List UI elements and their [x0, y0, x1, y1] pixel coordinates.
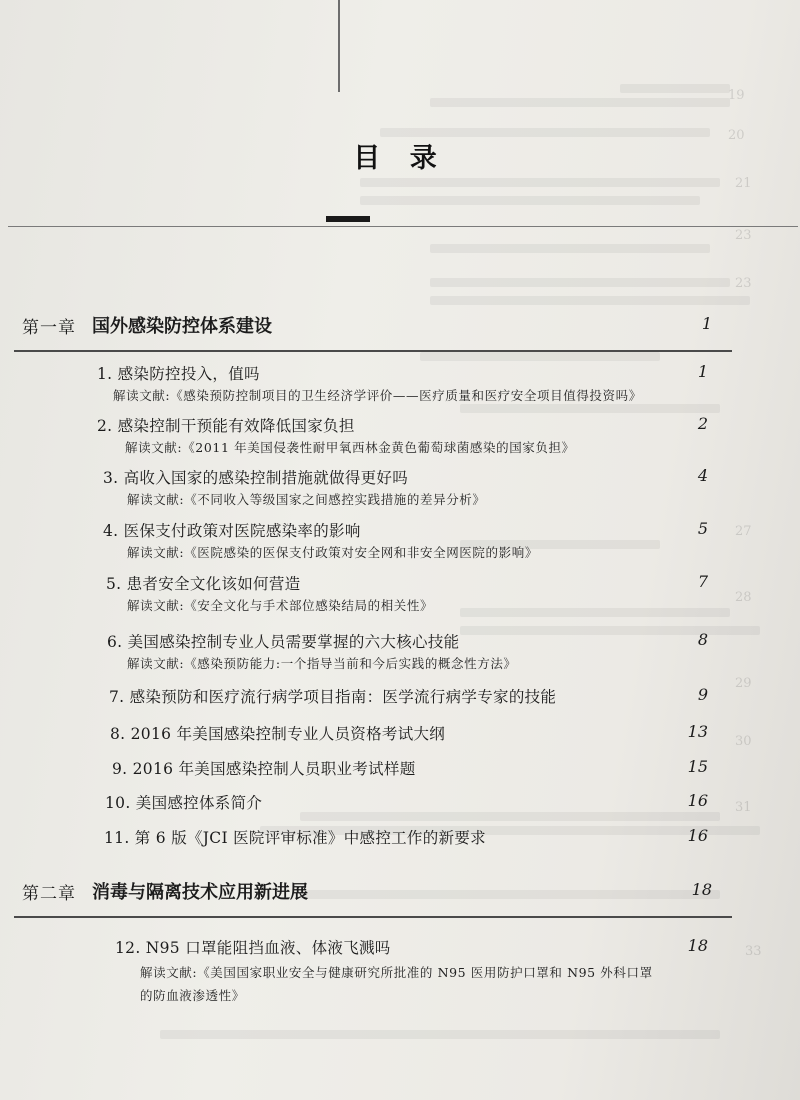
book-page: 19 20 21 23 23 27 28 29 30 31 33 目 录 第一章 国外感染防控体系建设 1 1. 感染防控投入，值吗 1 解读文献:《感染预防控制项目的卫生经济学评价——医疗质量和医疗安全项目值得投资吗》 2. 感染控制干预能有效降低国家负担 2 解读文献:《2011 年美国侵袭性耐甲氧西林金黄色葡萄球菌感染的国家负担》 3. 高收入国家的感染控制措施就做得更好吗 4 解读文献:《不同收入等级国家之间感控实践措施的差异分析》 4. 医保支付政策对医院感染率的影响 5 解读文献:《医院感染的医保支付政策对安全网和非安全网医院的影响》 5. 患者安全文化该如何营造 7 解读文献:《安全文化与手术部位感染结局的相关性》 6. 美国感染控制专业人员需要掌握的六大核心技能 8 解读文献:《感染预防能力:一个指导当前和今后实践的概念性方法》 7. 感染预防和医疗流行病学项目指南：医学流行病学专家的技能 9 8. 2016 年美国感染控制专业人员资格考试大纲 13 9. 2016 年美国感染控制人员职业考试样题 15 10. 美国感控体系简介 16 11. 第 6 版《JCI 医院评审标准》中感控工作的新要求 16 第二章 消毒与隔离技术应用新进展 18 12. N95 口罩能阻挡血液、体液飞溅吗 18 解读文献:《美国国家职业安全与健康研究所批准的 N95 医用防护口罩和 N95 外科口罩 的防血液渗透性》	[0, 0, 800, 1100]
toc-entry-note: 解读文献:《2011 年美国侵袭性耐甲氧西林金黄色葡萄球菌感染的国家负担》	[125, 440, 575, 455]
chapter-label: 第一章	[22, 318, 76, 338]
toc-entry-page: 16	[687, 791, 708, 810]
chapter-heading-2	[14, 876, 732, 918]
toc-entry-note-continued: 的防血液渗透性》	[140, 988, 245, 1003]
title-underline-bar	[326, 216, 370, 222]
toc-entry-title: 3. 高收入国家的感染控制措施就做得更好吗	[103, 469, 409, 487]
toc-entry-title: 5. 患者安全文化该如何营造	[106, 575, 301, 593]
toc-entry-note: 解读文献:《美国国家职业安全与健康研究所批准的 N95 医用防护口罩和 N95 外科口罩	[140, 965, 653, 980]
toc-entry-page: 5	[697, 519, 708, 538]
chapter-page-number: 18	[691, 880, 712, 899]
title-divider	[8, 226, 798, 227]
toc-entry-title: 8. 2016 年美国感染控制专业人员资格考试大纲	[110, 725, 446, 743]
toc-entry-title: 2. 感染控制干预能有效降低国家负担	[97, 417, 355, 435]
toc-entry-page: 16	[687, 826, 708, 845]
toc-entry-page: 18	[687, 936, 708, 955]
page-title: 目 录	[353, 143, 447, 174]
chapter-title: 消毒与隔离技术应用新进展	[92, 882, 308, 903]
chapter-title: 国外感染防控体系建设	[92, 316, 272, 337]
toc-entry-title: 10. 美国感控体系简介	[105, 794, 263, 812]
toc-entry-page: 13	[687, 722, 708, 741]
toc-entry-page: 15	[687, 757, 708, 776]
toc-entry-title: 6. 美国感染控制专业人员需要掌握的六大核心技能	[107, 633, 460, 651]
toc-entry-page: 8	[697, 630, 708, 649]
chapter-label: 第二章	[22, 884, 76, 904]
toc-entry-title: 1. 感染防控投入，值吗	[97, 365, 260, 383]
toc-entry-title: 7. 感染预防和医疗流行病学项目指南：医学流行病学专家的技能	[109, 688, 557, 706]
chapter-page-number: 1	[701, 314, 712, 333]
toc-entry-title: 12. N95 口罩能阻挡血液、体液飞溅吗	[115, 939, 391, 957]
toc-entry-note: 解读文献:《感染预防控制项目的卫生经济学评价——医疗质量和医疗安全项目值得投资吗》	[113, 388, 642, 403]
toc-entry-note: 解读文献:《感染预防能力:一个指导当前和今后实践的概念性方法》	[127, 656, 517, 671]
toc-entry-page: 4	[697, 466, 708, 485]
toc-entry-note: 解读文献:《安全文化与手术部位感染结局的相关性》	[127, 598, 434, 613]
toc-entry-title: 4. 医保支付政策对医院感染率的影响	[103, 522, 361, 540]
toc-entry-page: 7	[697, 572, 708, 591]
toc-entry-page: 9	[697, 685, 708, 704]
chapter-heading-1	[14, 310, 732, 352]
toc-entry-note: 解读文献:《不同收入等级国家之间感控实践措施的差异分析》	[127, 492, 486, 507]
toc-entry-title: 11. 第 6 版《JCI 医院评审标准》中感控工作的新要求	[104, 829, 486, 847]
toc-entry-page: 1	[697, 362, 708, 381]
toc-entry-title: 9. 2016 年美国感染控制人员职业考试样题	[112, 760, 416, 778]
binding-line	[338, 0, 340, 92]
toc-entry-note: 解读文献:《医院感染的医保支付政策对安全网和非安全网医院的影响》	[127, 545, 538, 560]
toc-entry-page: 2	[697, 414, 708, 433]
